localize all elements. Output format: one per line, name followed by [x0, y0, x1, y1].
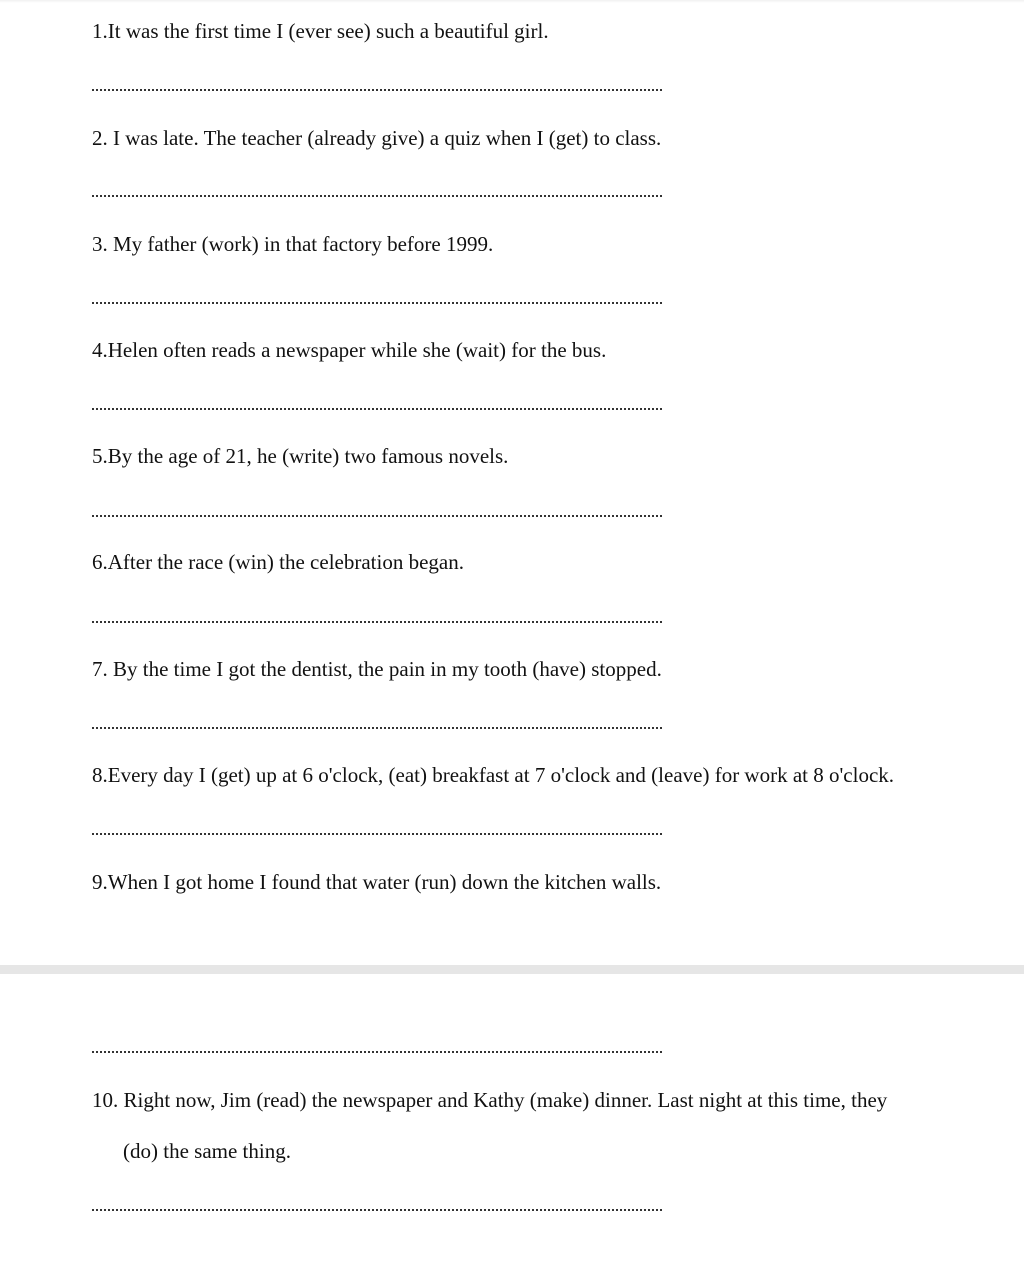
question-4: 4.Helen often reads a newspaper while she (wait) for the bus.: [92, 338, 607, 362]
page-top-edge: [0, 0, 1024, 3]
question-10: 10. Right now, Jim (read) the newspaper and Kathy (make) dinner. Last night at this time, they: [92, 1088, 888, 1112]
answer-line-3[interactable]: [92, 302, 662, 304]
answer-line-1[interactable]: [92, 89, 662, 91]
question-2: 2. I was late. The teacher (already give) a quiz when I (get) to class.: [92, 126, 662, 150]
question-6: 6.After the race (win) the celebration began.: [92, 550, 464, 574]
question-5: 5.By the age of 21, he (write) two famous novels.: [92, 444, 509, 468]
question-10-continuation: (do) the same thing.: [123, 1139, 291, 1163]
question-3: 3. My father (work) in that factory before 1999.: [92, 232, 494, 256]
answer-line-9[interactable]: [92, 1051, 662, 1053]
question-9: 9.When I got home I found that water (run) down the kitchen walls.: [92, 870, 662, 894]
question-8: 8.Every day I (get) up at 6 o'clock, (eat) breakfast at 7 o'clock and (leave) for work at 8 o'clock.: [92, 763, 895, 787]
answer-line-7[interactable]: [92, 727, 662, 729]
page-separator: [0, 965, 1024, 974]
worksheet-page-2: [0, 974, 1024, 1280]
question-1: 1.It was the first time I (ever see) such a beautiful girl.: [92, 19, 549, 43]
answer-line-4[interactable]: [92, 408, 662, 410]
answer-line-6[interactable]: [92, 621, 662, 623]
question-7: 7. By the time I got the dentist, the pain in my tooth (have) stopped.: [92, 657, 662, 681]
answer-line-8[interactable]: [92, 833, 662, 835]
answer-line-2[interactable]: [92, 195, 662, 197]
answer-line-5[interactable]: [92, 515, 662, 517]
answer-line-10[interactable]: [92, 1209, 662, 1211]
